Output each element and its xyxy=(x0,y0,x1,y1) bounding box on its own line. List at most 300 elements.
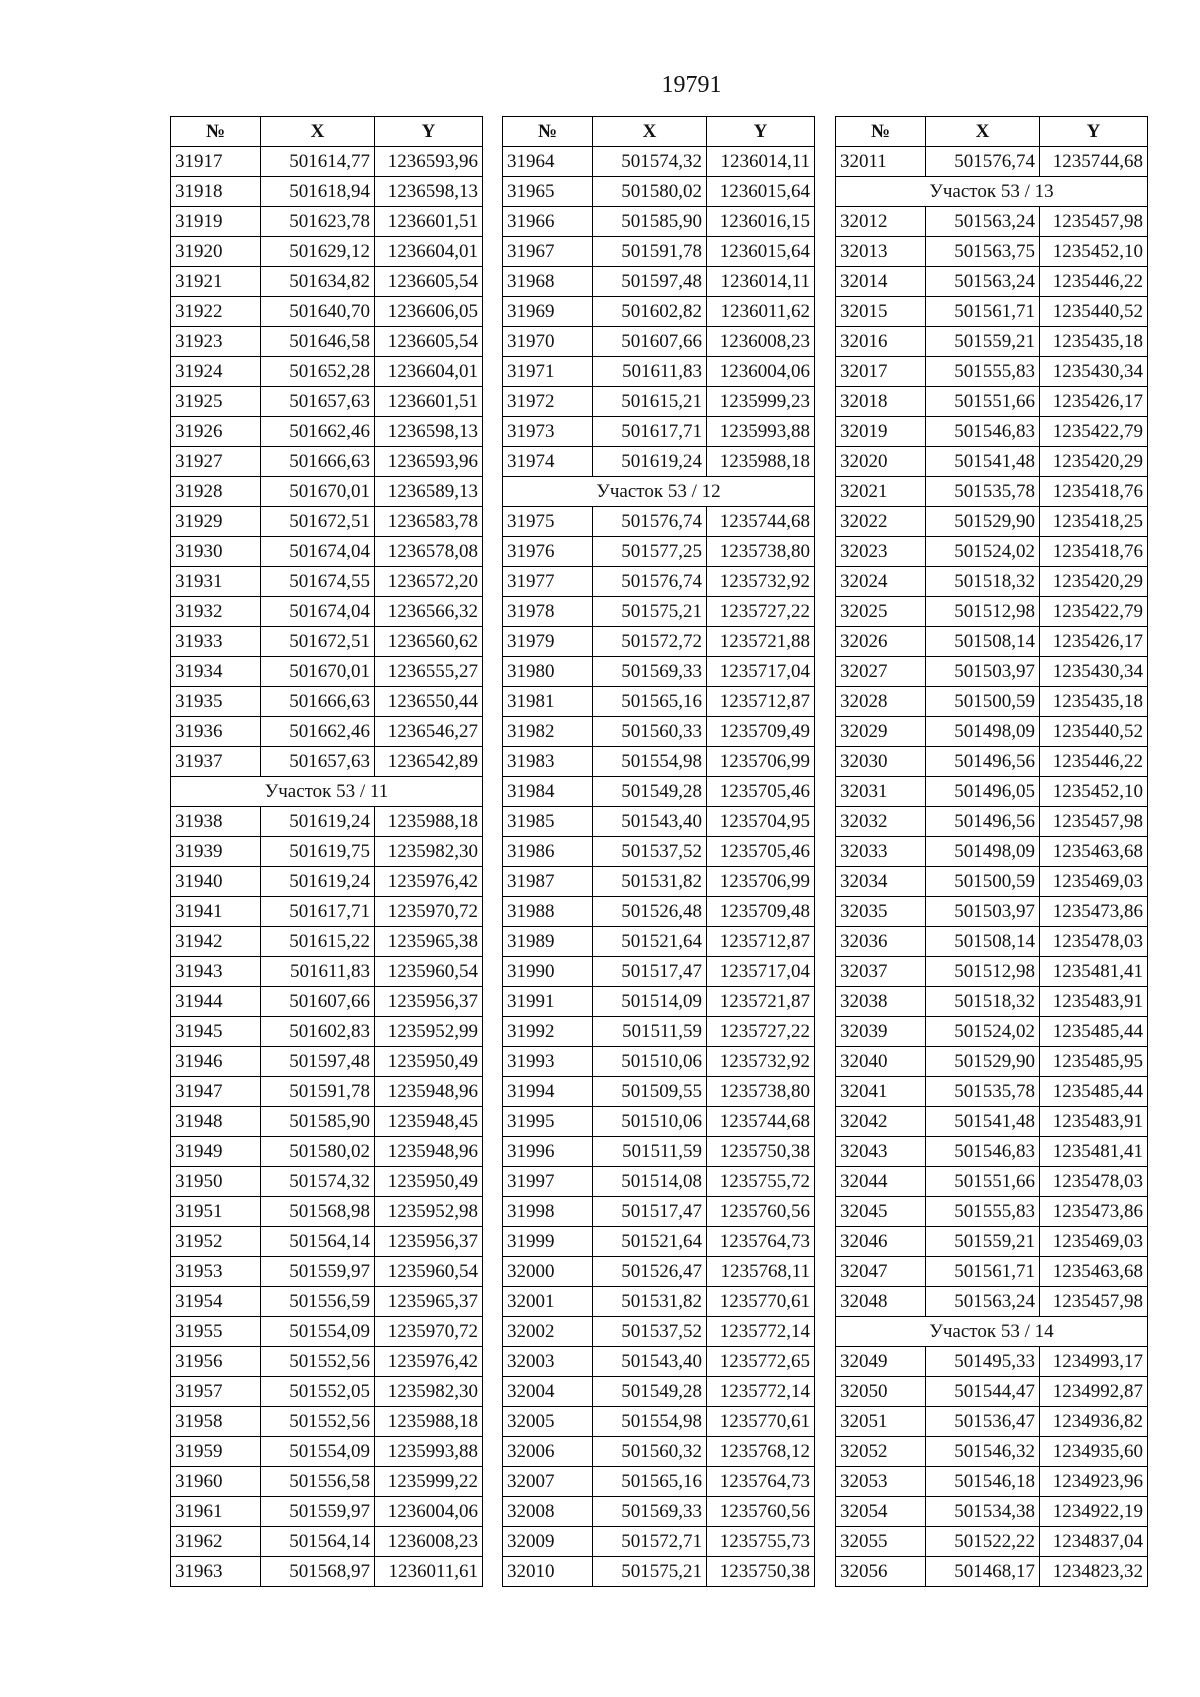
point-number-cell: 31987 xyxy=(503,867,593,897)
section-heading-row xyxy=(171,777,483,807)
x-coordinate-cell: 501618,94 xyxy=(261,177,375,207)
point-number-cell: 31918 xyxy=(171,177,261,207)
point-number-cell: 32054 xyxy=(836,1497,926,1527)
table-row xyxy=(171,1017,483,1047)
table-row xyxy=(503,507,815,537)
point-number-cell: 31939 xyxy=(171,837,261,867)
point-number-cell: 32047 xyxy=(836,1257,926,1287)
x-coordinate-cell: 501564,14 xyxy=(261,1527,375,1557)
x-coordinate-cell: 501500,59 xyxy=(926,687,1040,717)
y-coordinate-cell: 1235744,68 xyxy=(707,1107,815,1137)
y-coordinate-cell: 1235999,22 xyxy=(375,1467,483,1497)
y-coordinate-cell: 1236583,78 xyxy=(375,507,483,537)
table-row xyxy=(171,1347,483,1377)
point-number-cell: 31983 xyxy=(503,747,593,777)
y-coordinate-cell: 1235420,29 xyxy=(1040,567,1148,597)
point-number-cell: 31950 xyxy=(171,1167,261,1197)
table-row xyxy=(503,837,815,867)
table-row xyxy=(836,387,1148,417)
table-row xyxy=(503,357,815,387)
table-row xyxy=(503,567,815,597)
table-row xyxy=(171,957,483,987)
table-row xyxy=(503,777,815,807)
table-row xyxy=(503,747,815,777)
table-row xyxy=(503,687,815,717)
y-coordinate-cell: 1235744,68 xyxy=(1040,147,1148,177)
table-row xyxy=(836,1047,1148,1077)
point-number-cell: 31960 xyxy=(171,1467,261,1497)
table-header-row xyxy=(503,117,815,147)
point-number-cell: 32031 xyxy=(836,777,926,807)
x-coordinate-cell: 501666,63 xyxy=(261,447,375,477)
y-coordinate-cell: 1235976,42 xyxy=(375,867,483,897)
x-coordinate-cell: 501503,97 xyxy=(926,657,1040,687)
x-coordinate-cell: 501512,98 xyxy=(926,597,1040,627)
y-coordinate-cell: 1235764,73 xyxy=(707,1467,815,1497)
y-coordinate-cell: 1235422,79 xyxy=(1040,417,1148,447)
table-row xyxy=(171,297,483,327)
y-coordinate-cell: 1236604,01 xyxy=(375,357,483,387)
x-coordinate-cell: 501602,82 xyxy=(593,297,707,327)
y-coordinate-cell: 1236605,54 xyxy=(375,267,483,297)
y-coordinate-cell: 1235965,37 xyxy=(375,1287,483,1317)
y-coordinate-cell: 1235440,52 xyxy=(1040,297,1148,327)
table-row xyxy=(503,1317,815,1347)
x-coordinate-cell: 501503,97 xyxy=(926,897,1040,927)
table-row xyxy=(836,867,1148,897)
point-number-cell: 32019 xyxy=(836,417,926,447)
table-row xyxy=(836,567,1148,597)
x-coordinate-cell: 501575,21 xyxy=(593,1557,707,1587)
table-row xyxy=(171,507,483,537)
point-number-cell: 31975 xyxy=(503,507,593,537)
x-coordinate-cell: 501549,28 xyxy=(593,1377,707,1407)
point-number-cell: 31991 xyxy=(503,987,593,1017)
point-number-cell: 31923 xyxy=(171,327,261,357)
page-number: 19791 xyxy=(661,72,722,98)
y-coordinate-cell: 1236014,11 xyxy=(707,267,815,297)
point-number-cell: 32025 xyxy=(836,597,926,627)
x-coordinate-cell: 501546,18 xyxy=(926,1467,1040,1497)
x-coordinate-cell: 501611,83 xyxy=(261,957,375,987)
table-row xyxy=(836,1497,1148,1527)
table-row xyxy=(836,1527,1148,1557)
table-row xyxy=(503,927,815,957)
point-number-cell: 32055 xyxy=(836,1527,926,1557)
point-number-cell: 32003 xyxy=(503,1347,593,1377)
point-number-cell: 31930 xyxy=(171,537,261,567)
x-coordinate-cell: 501564,14 xyxy=(261,1227,375,1257)
x-coordinate-cell: 501518,32 xyxy=(926,987,1040,1017)
table-row xyxy=(836,1557,1148,1587)
table-row xyxy=(836,1257,1148,1287)
point-number-cell: 32016 xyxy=(836,327,926,357)
table-row xyxy=(836,897,1148,927)
section-heading-cell xyxy=(503,477,815,507)
y-coordinate-cell: 1235948,45 xyxy=(375,1107,483,1137)
point-number-cell: 31981 xyxy=(503,687,593,717)
x-coordinate-cell: 501672,51 xyxy=(261,627,375,657)
table-row xyxy=(171,1137,483,1167)
y-coordinate-cell: 1235430,34 xyxy=(1040,357,1148,387)
y-coordinate-cell: 1235988,18 xyxy=(707,447,815,477)
table-row xyxy=(503,1497,815,1527)
point-number-cell: 31925 xyxy=(171,387,261,417)
y-coordinate-cell: 1235446,22 xyxy=(1040,267,1148,297)
y-coordinate-cell: 1235469,03 xyxy=(1040,1227,1148,1257)
point-number-cell: 31971 xyxy=(503,357,593,387)
point-number-cell: 31965 xyxy=(503,177,593,207)
table-row xyxy=(503,1167,815,1197)
point-number-cell: 31931 xyxy=(171,567,261,597)
x-coordinate-cell: 501529,90 xyxy=(926,1047,1040,1077)
y-coordinate-cell: 1235446,22 xyxy=(1040,747,1148,777)
x-coordinate-cell: 501569,33 xyxy=(593,657,707,687)
x-coordinate-cell: 501565,16 xyxy=(593,687,707,717)
y-coordinate-cell: 1235950,49 xyxy=(375,1167,483,1197)
table-row xyxy=(503,1287,815,1317)
section-heading-cell xyxy=(836,1317,1148,1347)
table-row xyxy=(171,1407,483,1437)
x-coordinate-cell: 501514,09 xyxy=(593,987,707,1017)
y-coordinate-cell: 1236604,01 xyxy=(375,237,483,267)
y-coordinate-cell: 1235970,72 xyxy=(375,1317,483,1347)
table-row xyxy=(836,1287,1148,1317)
y-coordinate-cell: 1235473,86 xyxy=(1040,897,1148,927)
table-row xyxy=(836,537,1148,567)
column-header-y: Y xyxy=(1040,117,1148,147)
table-row xyxy=(171,417,483,447)
x-coordinate-cell: 501541,48 xyxy=(926,447,1040,477)
y-coordinate-cell: 1235727,22 xyxy=(707,597,815,627)
point-number-cell: 31994 xyxy=(503,1077,593,1107)
x-coordinate-cell: 501565,16 xyxy=(593,1467,707,1497)
point-number-cell: 31936 xyxy=(171,717,261,747)
table-row xyxy=(836,1137,1148,1167)
x-coordinate-cell: 501541,48 xyxy=(926,1107,1040,1137)
y-coordinate-cell: 1235760,56 xyxy=(707,1497,815,1527)
point-number-cell: 32056 xyxy=(836,1557,926,1587)
point-number-cell: 32012 xyxy=(836,207,926,237)
table-row xyxy=(836,267,1148,297)
x-coordinate-cell: 501572,71 xyxy=(593,1527,707,1557)
x-coordinate-cell: 501510,06 xyxy=(593,1047,707,1077)
point-number-cell: 32050 xyxy=(836,1377,926,1407)
point-number-cell: 31974 xyxy=(503,447,593,477)
x-coordinate-cell: 501546,83 xyxy=(926,417,1040,447)
x-coordinate-cell: 501619,24 xyxy=(261,867,375,897)
point-number-cell: 31933 xyxy=(171,627,261,657)
y-coordinate-cell: 1235706,99 xyxy=(707,867,815,897)
y-coordinate-cell: 1236555,27 xyxy=(375,657,483,687)
x-coordinate-cell: 501563,24 xyxy=(926,207,1040,237)
column-header-number: № xyxy=(503,117,593,147)
x-coordinate-cell: 501498,09 xyxy=(926,717,1040,747)
point-number-cell: 32024 xyxy=(836,567,926,597)
x-coordinate-cell: 501556,58 xyxy=(261,1467,375,1497)
point-number-cell: 31944 xyxy=(171,987,261,1017)
x-coordinate-cell: 501634,82 xyxy=(261,267,375,297)
y-coordinate-cell: 1235976,42 xyxy=(375,1347,483,1377)
table-row xyxy=(503,957,815,987)
table-row xyxy=(836,1227,1148,1257)
point-number-cell: 32011 xyxy=(836,147,926,177)
point-number-cell: 32036 xyxy=(836,927,926,957)
table-row xyxy=(836,1407,1148,1437)
point-number-cell: 32044 xyxy=(836,1167,926,1197)
table-row xyxy=(503,1197,815,1227)
y-coordinate-cell: 1235712,87 xyxy=(707,687,815,717)
y-coordinate-cell: 1235993,88 xyxy=(707,417,815,447)
y-coordinate-cell: 1235485,44 xyxy=(1040,1017,1148,1047)
x-coordinate-cell: 501619,24 xyxy=(593,447,707,477)
y-coordinate-cell: 1235772,14 xyxy=(707,1317,815,1347)
y-coordinate-cell: 1234823,32 xyxy=(1040,1557,1148,1587)
table-row xyxy=(171,147,483,177)
x-coordinate-cell: 501568,98 xyxy=(261,1197,375,1227)
table-row xyxy=(836,237,1148,267)
x-coordinate-cell: 501574,32 xyxy=(261,1167,375,1197)
table-row xyxy=(836,837,1148,867)
point-number-cell: 31941 xyxy=(171,897,261,927)
y-coordinate-cell: 1236598,13 xyxy=(375,417,483,447)
y-coordinate-cell: 1236004,06 xyxy=(707,357,815,387)
y-coordinate-cell: 1236560,62 xyxy=(375,627,483,657)
table-row xyxy=(171,1467,483,1497)
x-coordinate-cell: 501549,28 xyxy=(593,777,707,807)
point-number-cell: 32039 xyxy=(836,1017,926,1047)
table-row xyxy=(503,537,815,567)
point-number-cell: 31958 xyxy=(171,1407,261,1437)
x-coordinate-cell: 501623,78 xyxy=(261,207,375,237)
x-coordinate-cell: 501529,90 xyxy=(926,507,1040,537)
y-coordinate-cell: 1235721,88 xyxy=(707,627,815,657)
y-coordinate-cell: 1236015,64 xyxy=(707,177,815,207)
y-coordinate-cell: 1235732,92 xyxy=(707,567,815,597)
y-coordinate-cell: 1236015,64 xyxy=(707,237,815,267)
section-heading-row xyxy=(836,1317,1148,1347)
point-number-cell: 32002 xyxy=(503,1317,593,1347)
x-coordinate-cell: 501551,66 xyxy=(926,387,1040,417)
point-number-cell: 31972 xyxy=(503,387,593,417)
point-number-cell: 31934 xyxy=(171,657,261,687)
y-coordinate-cell: 1234992,87 xyxy=(1040,1377,1148,1407)
table-row xyxy=(171,237,483,267)
point-number-cell: 31920 xyxy=(171,237,261,267)
y-coordinate-cell: 1235418,76 xyxy=(1040,537,1148,567)
point-number-cell: 31995 xyxy=(503,1107,593,1137)
y-coordinate-cell: 1235960,54 xyxy=(375,957,483,987)
table-row xyxy=(503,1347,815,1377)
table-row xyxy=(171,1077,483,1107)
y-coordinate-cell: 1235483,91 xyxy=(1040,987,1148,1017)
table-row xyxy=(503,1017,815,1047)
y-coordinate-cell: 1235993,88 xyxy=(375,1437,483,1467)
y-coordinate-cell: 1235772,65 xyxy=(707,1347,815,1377)
x-coordinate-cell: 501517,47 xyxy=(593,957,707,987)
x-coordinate-cell: 501662,46 xyxy=(261,717,375,747)
table-row xyxy=(171,657,483,687)
column-header-x: X xyxy=(593,117,707,147)
point-number-cell: 31959 xyxy=(171,1437,261,1467)
x-coordinate-cell: 501535,78 xyxy=(926,1077,1040,1107)
table-row xyxy=(503,627,815,657)
table-row xyxy=(503,1107,815,1137)
x-coordinate-cell: 501543,40 xyxy=(593,1347,707,1377)
point-number-cell: 31970 xyxy=(503,327,593,357)
table-row xyxy=(503,1047,815,1077)
y-coordinate-cell: 1236566,32 xyxy=(375,597,483,627)
x-coordinate-cell: 501563,24 xyxy=(926,1287,1040,1317)
point-number-cell: 31942 xyxy=(171,927,261,957)
point-number-cell: 31988 xyxy=(503,897,593,927)
point-number-cell: 32046 xyxy=(836,1227,926,1257)
point-number-cell: 32006 xyxy=(503,1437,593,1467)
table-row xyxy=(171,1287,483,1317)
x-coordinate-cell: 501597,48 xyxy=(261,1047,375,1077)
x-coordinate-cell: 501615,21 xyxy=(593,387,707,417)
section-heading-cell xyxy=(836,177,1148,207)
point-number-cell: 32049 xyxy=(836,1347,926,1377)
y-coordinate-cell: 1235426,17 xyxy=(1040,387,1148,417)
x-coordinate-cell: 501537,52 xyxy=(593,1317,707,1347)
coordinates-table-2 xyxy=(502,116,815,1587)
x-coordinate-cell: 501554,98 xyxy=(593,1407,707,1437)
y-coordinate-cell: 1235426,17 xyxy=(1040,627,1148,657)
point-number-cell: 31973 xyxy=(503,417,593,447)
y-coordinate-cell: 1236542,89 xyxy=(375,747,483,777)
x-coordinate-cell: 501615,22 xyxy=(261,927,375,957)
point-number-cell: 31966 xyxy=(503,207,593,237)
table-row xyxy=(503,267,815,297)
x-coordinate-cell: 501511,59 xyxy=(593,1137,707,1167)
table-row xyxy=(171,1047,483,1077)
y-coordinate-cell: 1234923,96 xyxy=(1040,1467,1148,1497)
table-row xyxy=(836,1167,1148,1197)
point-number-cell: 32010 xyxy=(503,1557,593,1587)
y-coordinate-cell: 1234936,82 xyxy=(1040,1407,1148,1437)
table-row xyxy=(836,147,1148,177)
x-coordinate-cell: 501617,71 xyxy=(261,897,375,927)
table-row xyxy=(836,1197,1148,1227)
x-coordinate-cell: 501524,02 xyxy=(926,1017,1040,1047)
point-number-cell: 31946 xyxy=(171,1047,261,1077)
table-row xyxy=(171,177,483,207)
y-coordinate-cell: 1236014,11 xyxy=(707,147,815,177)
y-coordinate-cell: 1235982,30 xyxy=(375,1377,483,1407)
table-row xyxy=(836,1467,1148,1497)
table-row xyxy=(836,1347,1148,1377)
point-number-cell: 32051 xyxy=(836,1407,926,1437)
column-header-x: X xyxy=(261,117,375,147)
point-number-cell: 32015 xyxy=(836,297,926,327)
x-coordinate-cell: 501585,90 xyxy=(261,1107,375,1137)
x-coordinate-cell: 501544,47 xyxy=(926,1377,1040,1407)
table-row xyxy=(171,327,483,357)
table-row xyxy=(171,987,483,1017)
x-coordinate-cell: 501580,02 xyxy=(593,177,707,207)
x-coordinate-cell: 501537,52 xyxy=(593,837,707,867)
table-row xyxy=(503,1527,815,1557)
x-coordinate-cell: 501585,90 xyxy=(593,207,707,237)
table-row xyxy=(503,1437,815,1467)
section-heading-cell xyxy=(171,777,483,807)
point-number-cell: 32043 xyxy=(836,1137,926,1167)
point-number-cell: 31989 xyxy=(503,927,593,957)
table-row xyxy=(171,1257,483,1287)
table-row xyxy=(503,1257,815,1287)
y-coordinate-cell: 1235988,18 xyxy=(375,1407,483,1437)
x-coordinate-cell: 501551,66 xyxy=(926,1167,1040,1197)
point-number-cell: 31938 xyxy=(171,807,261,837)
table-row xyxy=(171,747,483,777)
y-coordinate-cell: 1236601,51 xyxy=(375,207,483,237)
table-row xyxy=(836,627,1148,657)
y-coordinate-cell: 1235705,46 xyxy=(707,837,815,867)
x-coordinate-cell: 501555,83 xyxy=(926,357,1040,387)
x-coordinate-cell: 501629,12 xyxy=(261,237,375,267)
y-coordinate-cell: 1235768,12 xyxy=(707,1437,815,1467)
y-coordinate-cell: 1235717,04 xyxy=(707,657,815,687)
table-row xyxy=(836,957,1148,987)
y-coordinate-cell: 1235948,96 xyxy=(375,1077,483,1107)
point-number-cell: 31982 xyxy=(503,717,593,747)
point-number-cell: 32004 xyxy=(503,1377,593,1407)
point-number-cell: 31929 xyxy=(171,507,261,537)
x-coordinate-cell: 501559,97 xyxy=(261,1497,375,1527)
table-row xyxy=(836,327,1148,357)
x-coordinate-cell: 501672,51 xyxy=(261,507,375,537)
point-number-cell: 31940 xyxy=(171,867,261,897)
point-number-cell: 31926 xyxy=(171,417,261,447)
x-coordinate-cell: 501554,98 xyxy=(593,747,707,777)
x-coordinate-cell: 501646,58 xyxy=(261,327,375,357)
x-coordinate-cell: 501670,01 xyxy=(261,477,375,507)
table-row xyxy=(503,1377,815,1407)
x-coordinate-cell: 501574,32 xyxy=(593,147,707,177)
y-coordinate-cell: 1236550,44 xyxy=(375,687,483,717)
table-row xyxy=(836,447,1148,477)
section-heading: Участок 53 / 12 xyxy=(596,481,721,502)
table-row xyxy=(503,1557,815,1587)
x-coordinate-cell: 501536,47 xyxy=(926,1407,1040,1437)
point-number-cell: 31976 xyxy=(503,537,593,567)
x-coordinate-cell: 501670,01 xyxy=(261,657,375,687)
y-coordinate-cell: 1235457,98 xyxy=(1040,1287,1148,1317)
x-coordinate-cell: 501652,28 xyxy=(261,357,375,387)
point-number-cell: 32052 xyxy=(836,1437,926,1467)
point-number-cell: 32034 xyxy=(836,867,926,897)
y-coordinate-cell: 1234935,60 xyxy=(1040,1437,1148,1467)
point-number-cell: 31961 xyxy=(171,1497,261,1527)
table-row xyxy=(171,687,483,717)
y-coordinate-cell: 1236606,05 xyxy=(375,297,483,327)
x-coordinate-cell: 501554,09 xyxy=(261,1437,375,1467)
point-number-cell: 31924 xyxy=(171,357,261,387)
coordinates-table-3 xyxy=(835,116,1148,1587)
x-coordinate-cell: 501496,05 xyxy=(926,777,1040,807)
y-coordinate-cell: 1236578,08 xyxy=(375,537,483,567)
table-row xyxy=(171,1197,483,1227)
x-coordinate-cell: 501521,64 xyxy=(593,927,707,957)
point-number-cell: 31984 xyxy=(503,777,593,807)
table-row xyxy=(171,597,483,627)
table-row xyxy=(836,1107,1148,1137)
y-coordinate-cell: 1235768,11 xyxy=(707,1257,815,1287)
x-coordinate-cell: 501508,14 xyxy=(926,627,1040,657)
table-row xyxy=(503,177,815,207)
point-number-cell: 32007 xyxy=(503,1467,593,1497)
